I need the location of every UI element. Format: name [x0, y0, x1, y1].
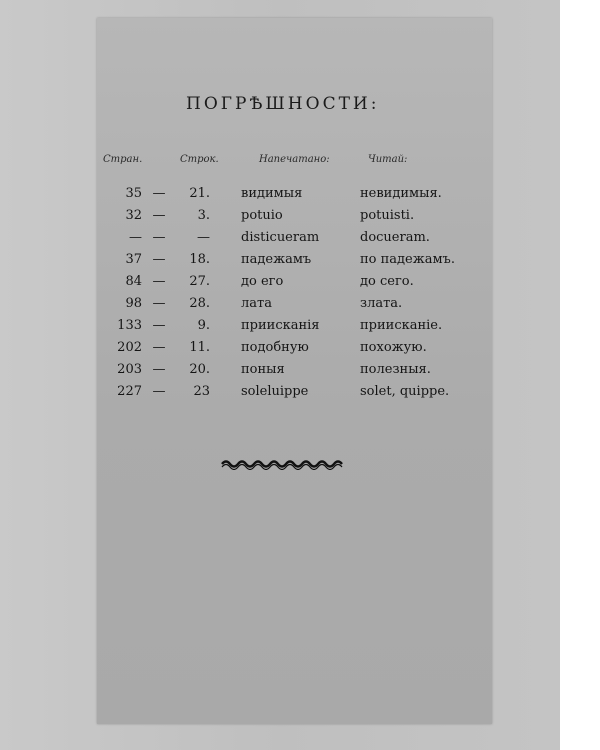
correct-text: невидимыя.	[360, 186, 442, 201]
page-number: 32	[125, 208, 142, 223]
page-number: 84	[125, 274, 142, 289]
printed-text: soleluippe	[241, 384, 309, 399]
page-number: 202	[117, 340, 142, 355]
correct-text: solet, quippe.	[360, 384, 450, 399]
header-read: Читай:	[368, 154, 408, 165]
line-number: 27.	[189, 274, 210, 289]
printed-text: лата	[241, 296, 272, 311]
page-number: 37	[125, 252, 142, 267]
printed-text: подобную	[241, 340, 309, 355]
printed-text: приисканія	[241, 318, 320, 333]
correct-text: по падежамъ.	[360, 252, 455, 267]
dash: —	[152, 252, 166, 267]
line-number: 3.	[197, 208, 210, 223]
line-number: 9.	[197, 318, 210, 333]
dash: —	[152, 230, 166, 245]
table-row	[0, 227, 600, 249]
page-number: 133	[117, 318, 142, 333]
printed-text: potuio	[241, 208, 283, 223]
wavy-rule-ornament	[220, 458, 344, 470]
page-number: 203	[117, 362, 142, 377]
table-row	[0, 249, 600, 271]
printed-text: поныя	[241, 362, 285, 377]
line-number: 23	[193, 384, 210, 399]
correct-text: похожую.	[360, 340, 427, 355]
page-number: 35	[125, 186, 142, 201]
line-number: 20.	[189, 362, 210, 377]
printed-text: disticueram	[241, 230, 320, 245]
table-row	[0, 337, 600, 359]
dash: —	[152, 186, 166, 201]
header-page: Стран.	[103, 154, 143, 165]
printed-text: падежамъ	[241, 252, 312, 267]
page-title: ПОГРѢШНОСТИ:	[186, 94, 380, 114]
correct-text: злата.	[360, 296, 403, 311]
table-row	[0, 205, 600, 227]
table-row	[0, 183, 600, 205]
page-number: —	[129, 230, 142, 245]
line-number: 21.	[189, 186, 210, 201]
printed-text: видимыя	[241, 186, 303, 201]
correct-text: docueram.	[360, 230, 430, 245]
table-row	[0, 271, 600, 293]
header-line: Строк.	[180, 154, 219, 165]
page-number: 227	[117, 384, 142, 399]
line-number: 18.	[189, 252, 210, 267]
correct-text: до сего.	[360, 274, 414, 289]
dash: —	[152, 318, 166, 333]
correct-text: полезныя.	[360, 362, 431, 377]
header-printed: Напечатано:	[259, 154, 330, 165]
table-row	[0, 315, 600, 337]
dash: —	[152, 274, 166, 289]
dash: —	[152, 340, 166, 355]
table-row	[0, 381, 600, 403]
line-number: 28.	[189, 296, 210, 311]
dash: —	[152, 208, 166, 223]
dash: —	[152, 362, 166, 377]
correct-text: potuisti.	[360, 208, 415, 223]
table-row	[0, 293, 600, 315]
correct-text: приисканіе.	[360, 318, 443, 333]
dash: —	[152, 296, 166, 311]
dash: —	[152, 384, 166, 399]
page-number: 98	[125, 296, 142, 311]
line-number: 11.	[189, 340, 210, 355]
line-number: —	[197, 230, 210, 245]
printed-text: до его	[241, 274, 284, 289]
table-row	[0, 359, 600, 381]
